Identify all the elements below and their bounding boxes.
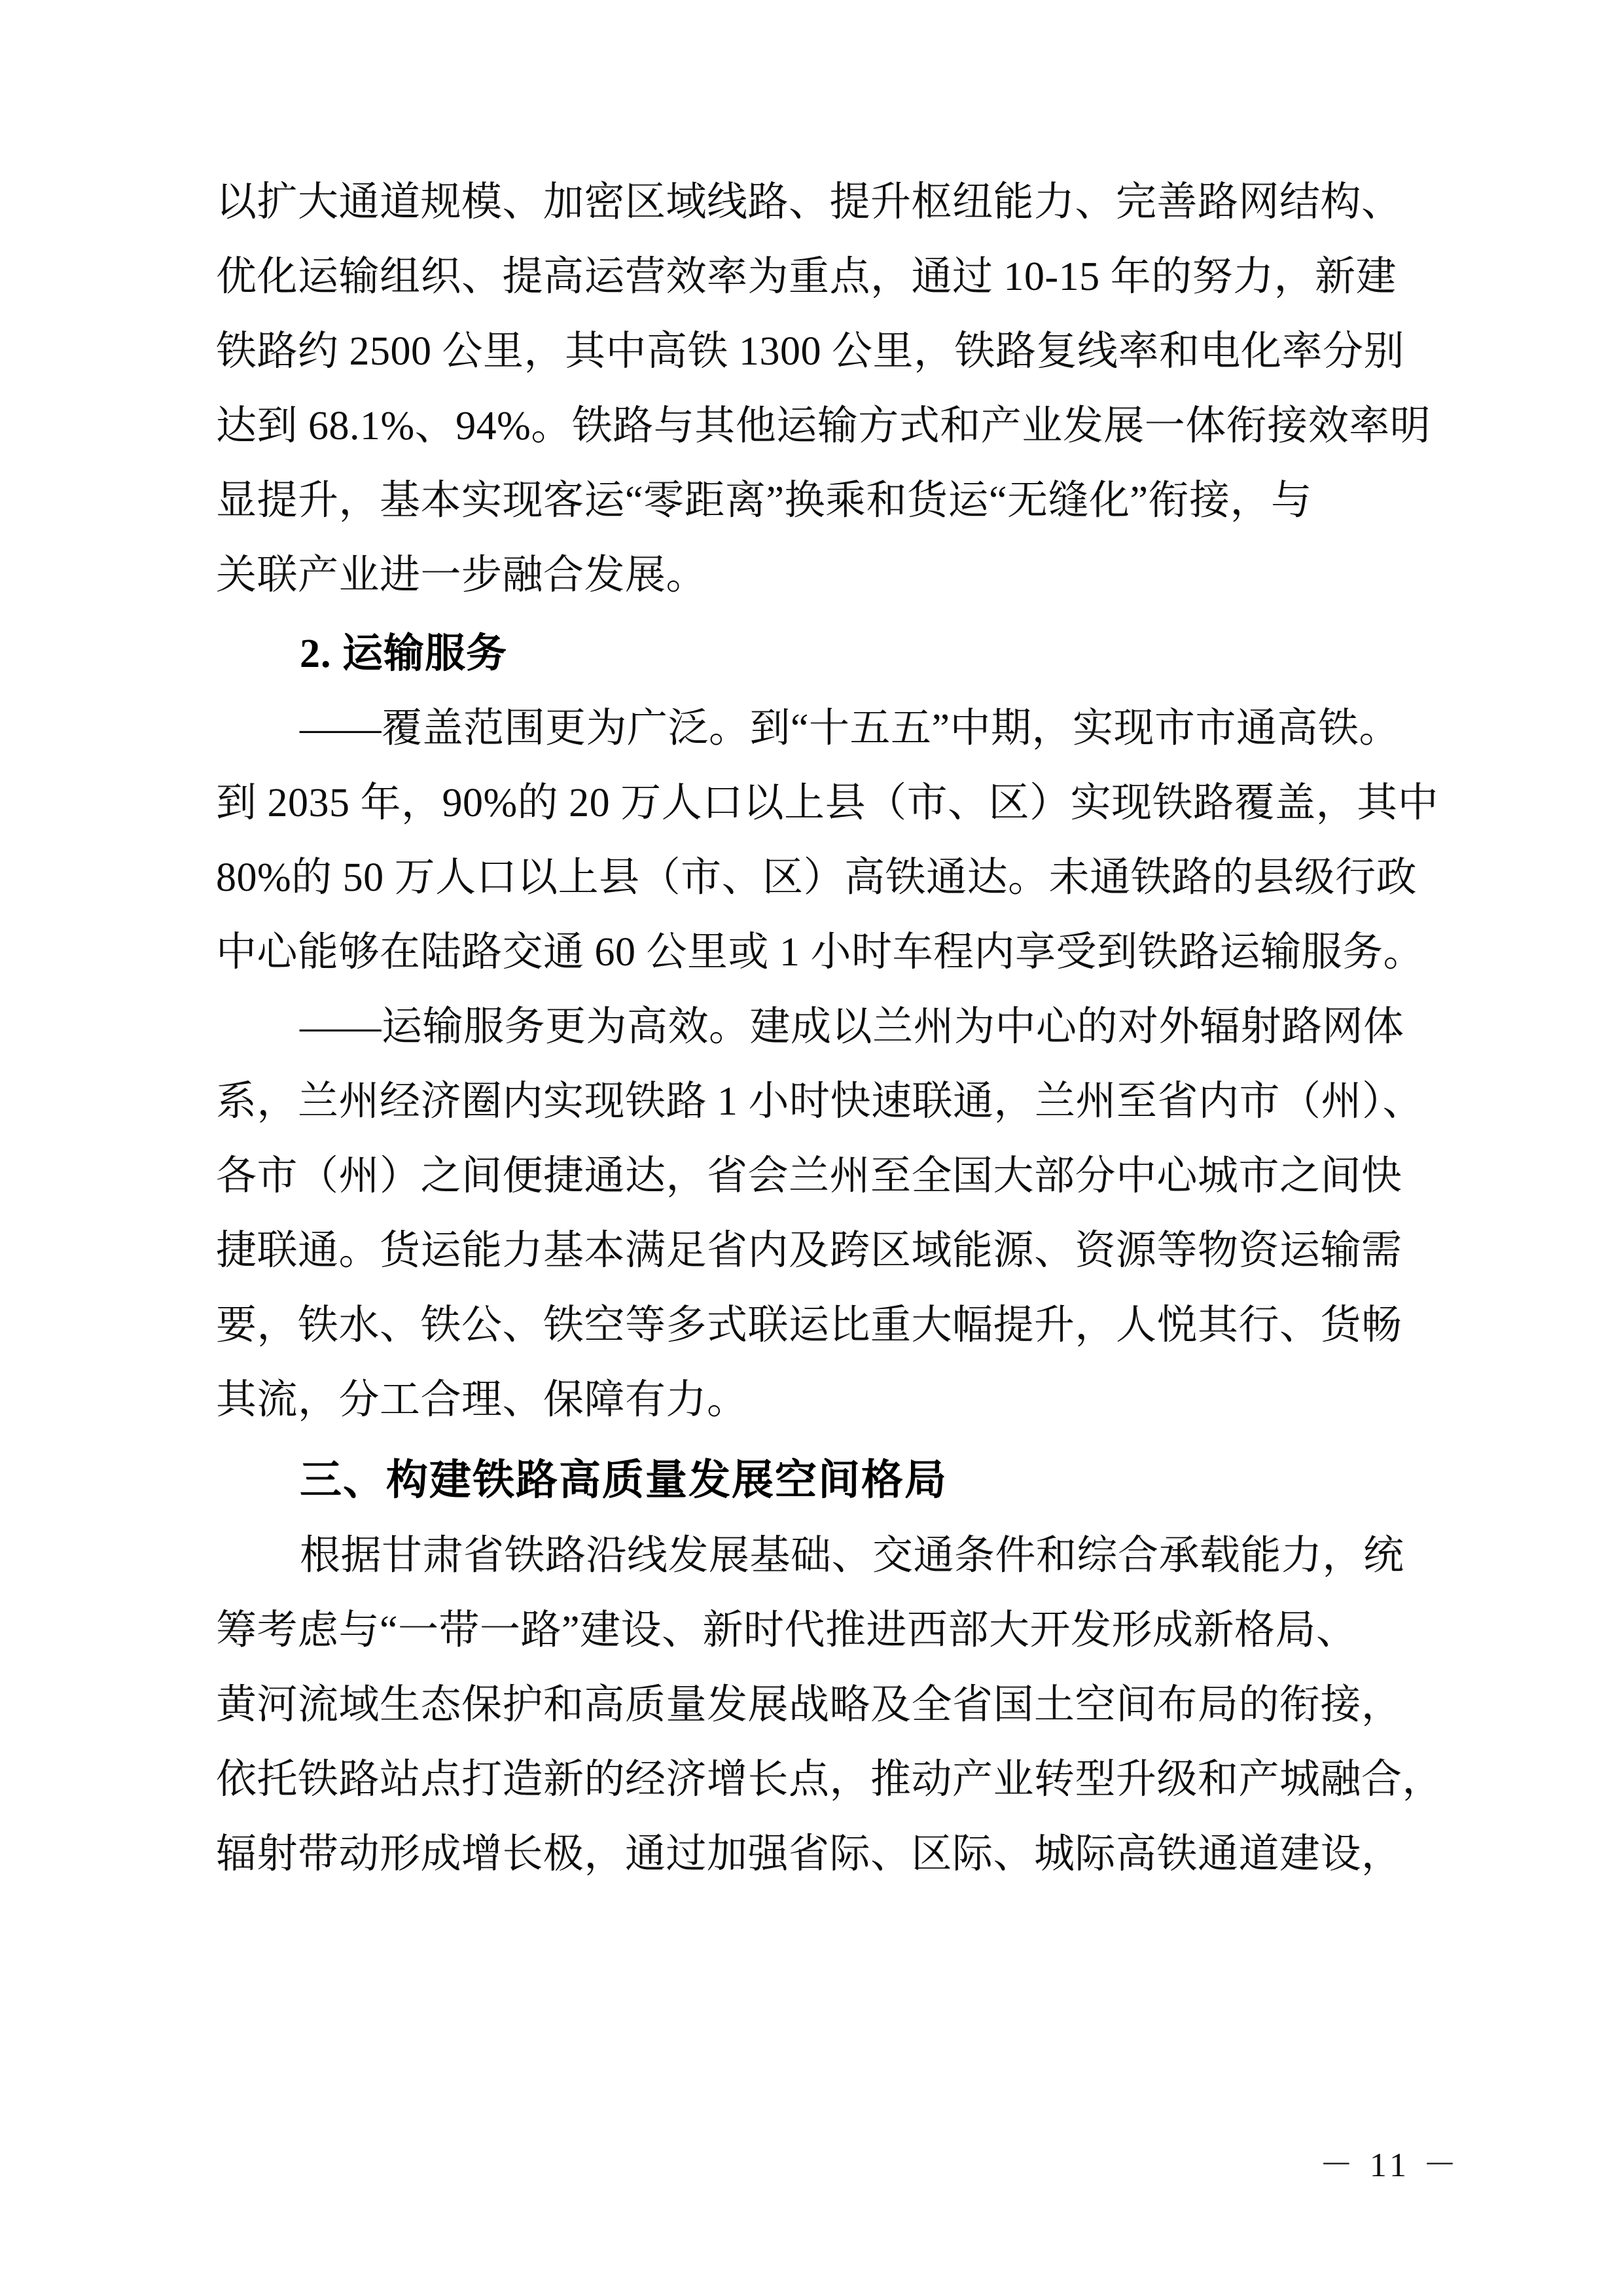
body-line: 显提升，基本实现客运“零距离”换乘和货运“无缝化”衔接，与	[216, 478, 1312, 523]
body-line: 捷联通。货运能力基本满足省内及跨区域能源、资源等物资运输需	[216, 1229, 1402, 1273]
body-line: 铁路约 2500 公里，其中高铁 1300 公里，铁路复线率和电化率分别	[216, 329, 1405, 374]
body-line: 以扩大通道规模、加密区域线路、提升枢纽能力、完善路网结构、	[216, 180, 1402, 224]
body-line: 达到 68.1%、94%。铁路与其他运输方式和产业发展一体衔接效率明	[216, 404, 1431, 448]
paragraph-coverage-scope	[216, 691, 1459, 990]
body-line: 优化运输组织、提高运营效率为重点，通过 10-15 年的努力，新建	[216, 255, 1397, 299]
paragraph-railway-network-scale	[216, 165, 1459, 613]
body-line: 筹考虑与“一带一路”建设、新时代推进西部大开发形成新格局、	[216, 1608, 1357, 1653]
paragraph-spatial-layout	[216, 1518, 1459, 1892]
body-line: 依托铁路站点打造新的经济增长点，推动产业转型升级和产城融合，	[216, 1757, 1444, 1802]
body-line: 系，兰州经济圈内实现铁路 1 小时快速联通，兰州至省内市（州）、	[216, 1079, 1424, 1124]
body-line: ——覆盖范围更为广泛。到“十五五”中期，实现市市通高铁。	[300, 706, 1400, 751]
body-line: 80%的 50 万人口以上县（市、区）高铁通达。未通铁路的县级行政	[216, 855, 1418, 900]
body-line: 其流，分工合理、保障有力。	[216, 1378, 748, 1422]
body-line: ——运输服务更为高效。建成以兰州为中心的对外辐射路网体	[300, 1005, 1404, 1049]
page-content	[216, 165, 1459, 1892]
body-line: 要，铁水、铁公、铁空等多式联运比重大幅提升，人悦其行、货畅	[216, 1303, 1402, 1348]
body-line: 黄河流域生态保护和高质量发展战略及全省国土空间布局的衔接，	[216, 1683, 1402, 1727]
subheading-transport-service: 2. 运输服务	[300, 632, 508, 676]
section-heading-spatial-layout: 三、构建铁路高质量发展空间格局	[300, 1456, 948, 1503]
page-number: － 11 －	[1319, 2147, 1461, 2184]
body-line: 根据甘肃省铁路沿线发展基础、交通条件和综合承载能力，统	[300, 1534, 1404, 1578]
body-line: 辐射带动形成增长极，通过加强省际、区际、城际高铁通道建设，	[216, 1832, 1402, 1876]
paragraph-transport-efficiency	[216, 990, 1459, 1437]
body-line: 各市（州）之间便捷通达，省会兰州至全国大部分中心城市之间快	[216, 1154, 1402, 1198]
body-line: 关联产业进一步融合发展。	[216, 553, 707, 598]
body-line: 中心能够在陆路交通 60 公里或 1 小时车程内享受到铁路运输服务。	[216, 930, 1425, 975]
body-line: 到 2035 年，90%的 20 万人口以上县（市、区）实现铁路覆盖，其中	[216, 781, 1439, 825]
